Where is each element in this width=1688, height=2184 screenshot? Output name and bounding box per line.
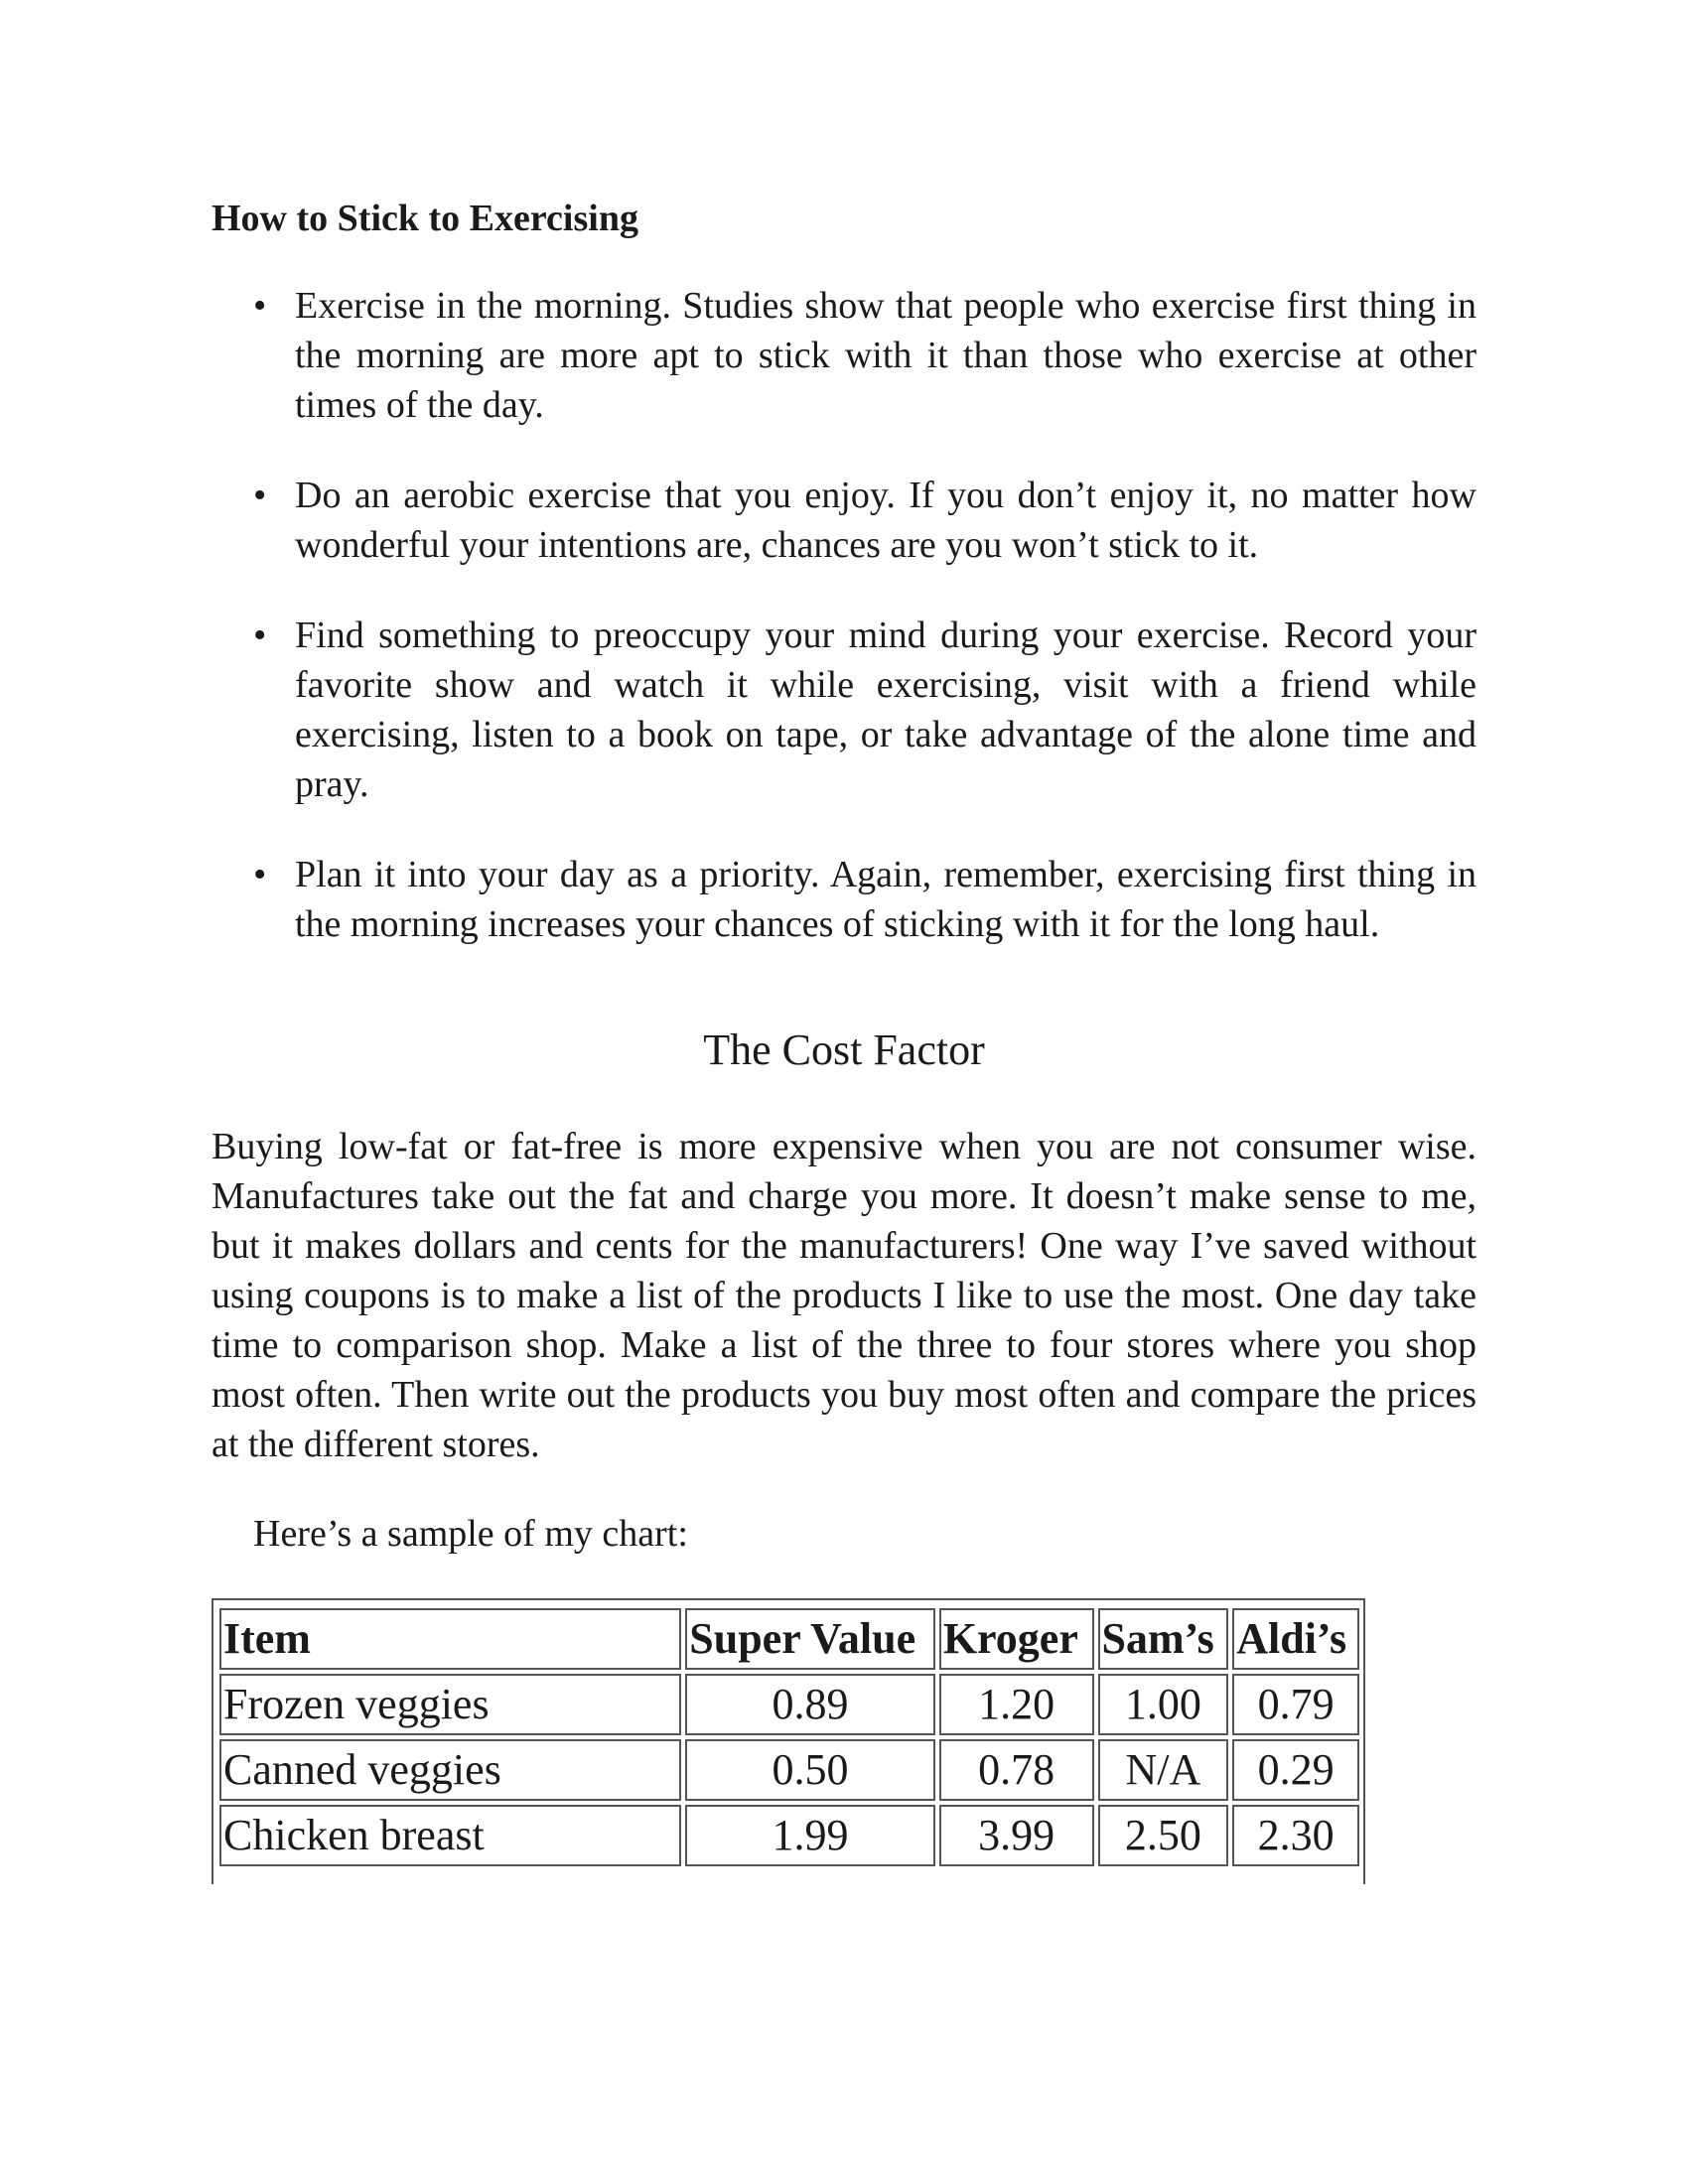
table-cell-price: 0.29 [1232,1739,1359,1801]
bullet-icon: • [253,475,267,516]
table-cell-price: 2.30 [1232,1805,1359,1866]
price-comparison-table [215,1604,1363,1870]
list-item [211,471,1477,570]
tips-list [211,281,1477,949]
table-cell-price: 2.50 [1098,1805,1229,1866]
header-super-value: Super Value [685,1608,935,1670]
bullet-icon: • [253,614,267,656]
table-cell-item: Canned veggies [219,1739,681,1801]
document-page [211,194,1477,1884]
table-row [219,1674,1359,1735]
table-cell-item: Chicken breast [219,1805,681,1866]
table-header-row [219,1608,1359,1670]
table-cell-price: 1.20 [939,1674,1094,1735]
table-cell-price: 0.78 [939,1739,1094,1801]
bullet-icon: • [253,854,267,895]
tip-text: Find something to preoccupy your mind during your exercise. Record your favorite show and watch it while exercising, visit with a friend while exercising, listen to a book on tape, or take advantage of the alone time and pray. [295,614,1477,805]
table-row [219,1739,1359,1801]
body-paragraph: Buying low-fat or fat-free is more expensive when you are not consumer wise. Manufactures take out the fat and charge you more. It doesn’t make sense to me, but it makes dollars and cents for the manufacturers! One way I’ve saved without using coupons is to make a list of the products I like to use the most. One day take time to comparison shop. Make a list of the three to four stores where you shop most often. Then write out the products you buy most often and compare the prices at the different stores. [211,1126,1477,1465]
table-cell-price: 0.50 [685,1739,935,1801]
header-kroger: Kroger [939,1608,1094,1670]
chart-intro: Here’s a sample of my chart: [253,1513,688,1555]
table-cell-price: 1.99 [685,1805,935,1866]
table-row [219,1805,1359,1866]
list-item [211,281,1477,430]
tip-text: Plan it into your day as a priority. Again, remember, exercising first thing in the morning increases your chances of sticking with it for the long haul. [295,854,1477,945]
table-cell-price: 1.00 [1098,1674,1229,1735]
section-title: The Cost Factor [703,1025,985,1074]
table-cell-price: 3.99 [939,1805,1094,1866]
tip-text: Exercise in the morning. Studies show that people who exercise first thing in the morning are more apt to stick with it than those who exercise at other times of the day. [295,285,1477,426]
list-item [211,611,1477,809]
header-item: Item [219,1608,681,1670]
table-cell-price: N/A [1098,1739,1229,1801]
table-cell-item: Frozen veggies [219,1674,681,1735]
header-sams: Sam’s [1098,1608,1229,1670]
list-item [211,850,1477,949]
bullet-icon: • [253,285,267,327]
tip-text: Do an aerobic exercise that you enjoy. If you don’t enjoy it, no matter how wonderful your intentions are, chances are you won’t stick to it. [295,475,1477,566]
price-table-frame [211,1598,1365,1884]
page-heading: How to Stick to Exercising [211,198,638,239]
header-aldis: Aldi’s [1232,1608,1359,1670]
table-cell-price: 0.89 [685,1674,935,1735]
table-cell-price: 0.79 [1232,1674,1359,1735]
